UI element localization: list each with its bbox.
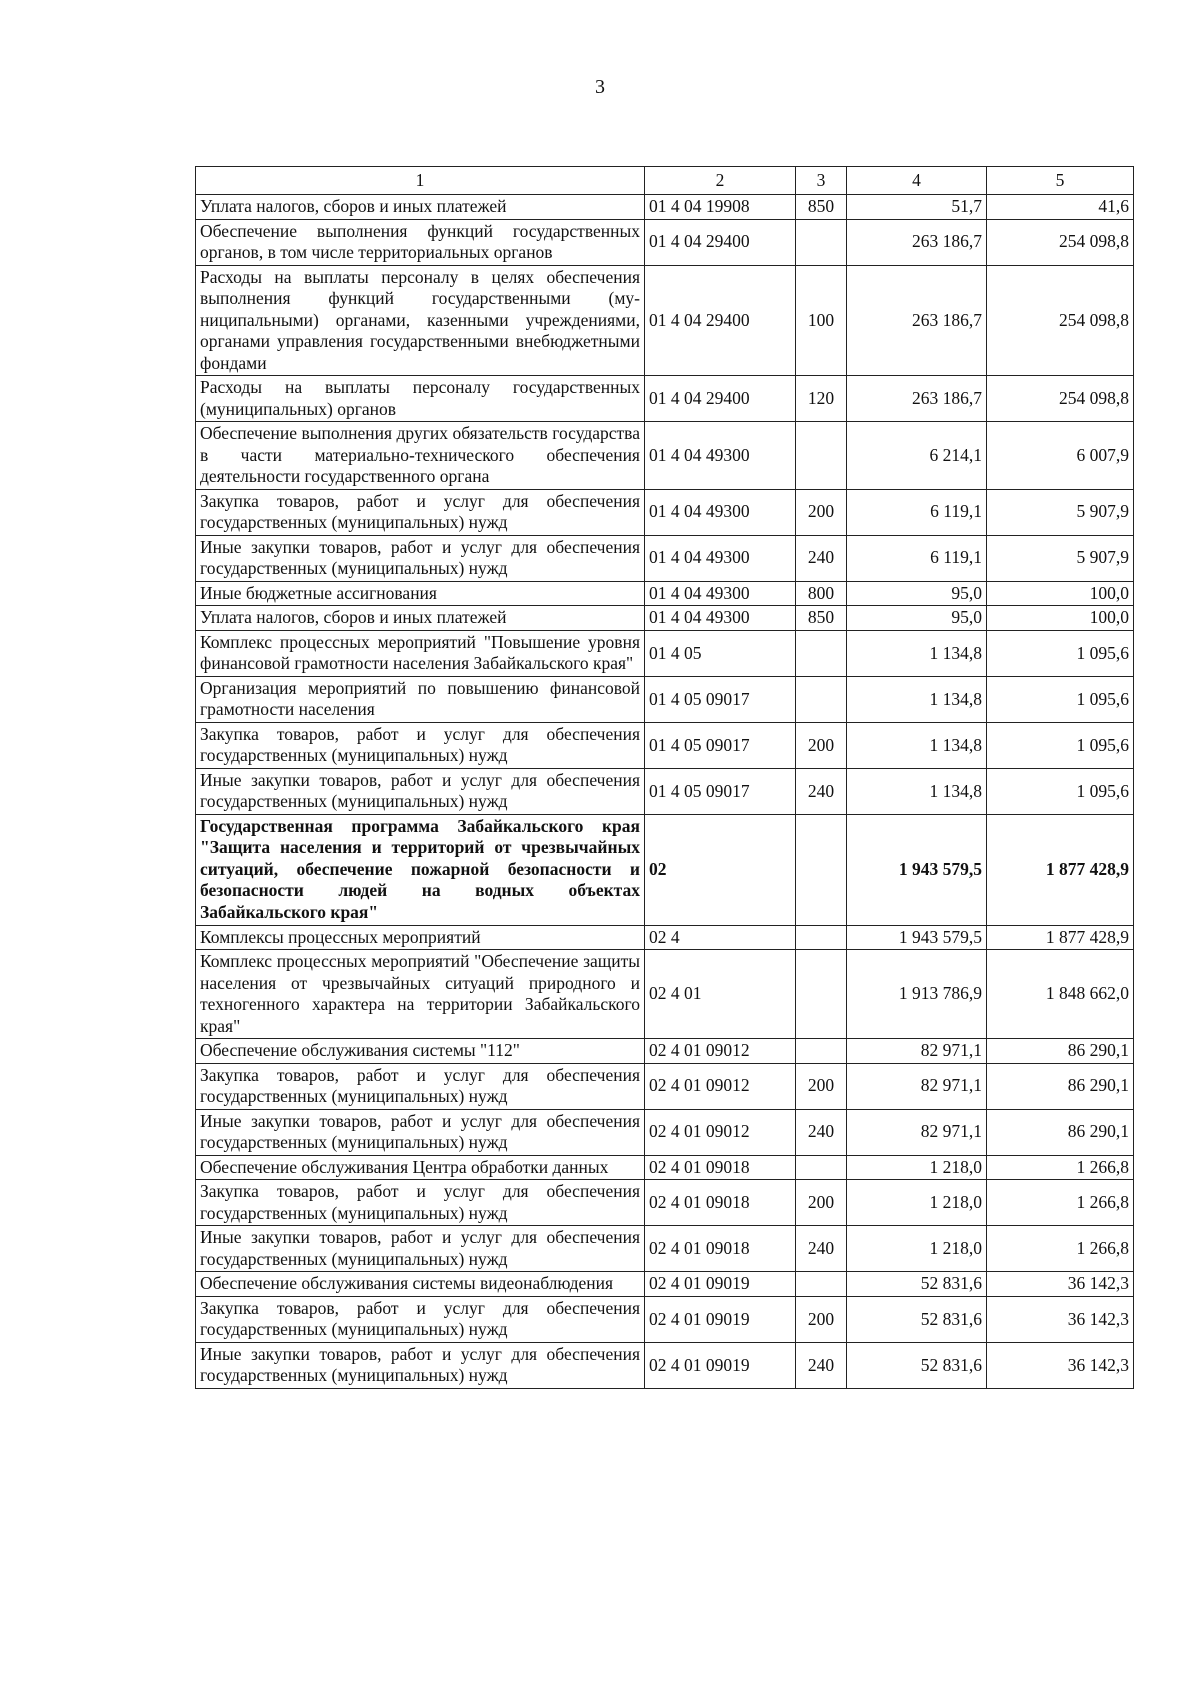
cell-name: Закупка товаров, работ и услуг для обеспечения государственных (муниципальных) нужд — [196, 1063, 645, 1109]
cell-value-1: 95,0 — [847, 606, 987, 631]
cell-expense-type: 100 — [796, 265, 847, 376]
cell-value-2: 1 266,8 — [987, 1226, 1134, 1272]
cell-value-2: 41,6 — [987, 195, 1134, 220]
table-row — [196, 1296, 1134, 1342]
header-col-4: 4 — [847, 167, 987, 195]
cell-code: 01 4 04 29400 — [645, 376, 796, 422]
cell-value-1: 6 214,1 — [847, 422, 987, 490]
cell-value-2: 5 907,9 — [987, 489, 1134, 535]
cell-value-1: 263 186,7 — [847, 219, 987, 265]
cell-expense-type: 200 — [796, 1180, 847, 1226]
table-row — [196, 676, 1134, 722]
cell-expense-type — [796, 814, 847, 925]
cell-code: 02 4 01 09012 — [645, 1039, 796, 1064]
cell-expense-type: 240 — [796, 768, 847, 814]
cell-name: Закупка товаров, работ и услуг для обеспечения государственных (муниципальных) нужд — [196, 1180, 645, 1226]
cell-name: Государственная программа Забайкальского края "Защита населения и территорий от чрезвычайных ситуаций, обеспечение пожарной безопасности и безопасности людей на водных объектах Забайкальского края" — [196, 814, 645, 925]
cell-value-2: 1 877 428,9 — [987, 814, 1134, 925]
table-row — [196, 1155, 1134, 1180]
cell-code: 01 4 04 49300 — [645, 606, 796, 631]
header-col-3: 3 — [796, 167, 847, 195]
cell-value-2: 1 095,6 — [987, 630, 1134, 676]
cell-name: Иные закупки товаров, работ и услуг для обеспечения государственных (муниципальных) нужд — [196, 1342, 645, 1388]
cell-name: Комплекс процессных мероприятий "Повышение уровня финансовой грамотности населения Забайкальского края" — [196, 630, 645, 676]
cell-expense-type — [796, 676, 847, 722]
cell-code: 01 4 04 29400 — [645, 219, 796, 265]
cell-value-1: 82 971,1 — [847, 1063, 987, 1109]
table-header-row — [196, 167, 1134, 195]
cell-code: 02 4 01 09019 — [645, 1296, 796, 1342]
cell-value-2: 36 142,3 — [987, 1342, 1134, 1388]
cell-name: Расходы на выплаты персоналу государственных (муниципальных) органов — [196, 376, 645, 422]
cell-value-1: 1 943 579,5 — [847, 814, 987, 925]
cell-name: Обеспечение обслуживания системы "112" — [196, 1039, 645, 1064]
cell-code: 01 4 05 09017 — [645, 722, 796, 768]
table-row — [196, 489, 1134, 535]
cell-value-2: 254 098,8 — [987, 376, 1134, 422]
cell-value-2: 6 007,9 — [987, 422, 1134, 490]
table-body — [196, 195, 1134, 1389]
cell-code: 01 4 05 — [645, 630, 796, 676]
cell-value-2: 36 142,3 — [987, 1272, 1134, 1297]
cell-code: 01 4 04 49300 — [645, 489, 796, 535]
cell-name: Иные закупки товаров, работ и услуг для обеспечения государственных (муниципальных) нужд — [196, 1226, 645, 1272]
cell-name: Обеспечение выполнения других обязательств государства в части материально-технического обеспечения деятельности государственного органа — [196, 422, 645, 490]
cell-code: 02 4 — [645, 925, 796, 950]
cell-name: Иные закупки товаров, работ и услуг для обеспечения государственных (муниципальных) нужд — [196, 768, 645, 814]
cell-expense-type: 200 — [796, 489, 847, 535]
cell-expense-type: 240 — [796, 1342, 847, 1388]
cell-value-2: 86 290,1 — [987, 1063, 1134, 1109]
cell-expense-type — [796, 630, 847, 676]
table-row — [196, 768, 1134, 814]
cell-value-1: 1 218,0 — [847, 1226, 987, 1272]
cell-expense-type: 850 — [796, 606, 847, 631]
cell-expense-type: 240 — [796, 535, 847, 581]
cell-value-1: 6 119,1 — [847, 535, 987, 581]
cell-name: Закупка товаров, работ и услуг для обеспечения государственных (муниципальных) нужд — [196, 1296, 645, 1342]
cell-name: Иные закупки товаров, работ и услуг для обеспечения государственных (муниципальных) нужд — [196, 535, 645, 581]
cell-value-1: 82 971,1 — [847, 1109, 987, 1155]
cell-name: Организация мероприятий по повышению финансовой грамотности населения — [196, 676, 645, 722]
cell-value-2: 86 290,1 — [987, 1039, 1134, 1064]
table-row — [196, 1226, 1134, 1272]
cell-name: Комплекс процессных мероприятий "Обеспечение защиты населения от чрезвычайных ситуаций природного и техногенного характера на территории Забайкальского края" — [196, 950, 645, 1039]
cell-code: 02 4 01 09012 — [645, 1063, 796, 1109]
cell-value-1: 1 134,8 — [847, 676, 987, 722]
cell-expense-type: 120 — [796, 376, 847, 422]
cell-value-2: 1 095,6 — [987, 768, 1134, 814]
table-row — [196, 422, 1134, 490]
cell-value-2: 5 907,9 — [987, 535, 1134, 581]
cell-value-2: 254 098,8 — [987, 265, 1134, 376]
cell-value-2: 1 266,8 — [987, 1155, 1134, 1180]
cell-expense-type — [796, 950, 847, 1039]
cell-value-1: 6 119,1 — [847, 489, 987, 535]
cell-name: Закупка товаров, работ и услуг для обеспечения государственных (муниципальных) нужд — [196, 722, 645, 768]
cell-value-1: 51,7 — [847, 195, 987, 220]
cell-code: 02 4 01 09018 — [645, 1226, 796, 1272]
table-row — [196, 265, 1134, 376]
table-row — [196, 1039, 1134, 1064]
cell-value-1: 95,0 — [847, 581, 987, 606]
table-row — [196, 1272, 1134, 1297]
page-number: 3 — [595, 76, 605, 98]
cell-value-1: 1 218,0 — [847, 1155, 987, 1180]
table-row — [196, 195, 1134, 220]
cell-value-2: 100,0 — [987, 606, 1134, 631]
table-row — [196, 950, 1134, 1039]
table-row — [196, 1180, 1134, 1226]
cell-value-1: 52 831,6 — [847, 1272, 987, 1297]
cell-value-1: 263 186,7 — [847, 376, 987, 422]
table-row — [196, 722, 1134, 768]
cell-value-2: 86 290,1 — [987, 1109, 1134, 1155]
cell-value-1: 263 186,7 — [847, 265, 987, 376]
header-col-2: 2 — [645, 167, 796, 195]
cell-name: Обеспечение обслуживания Центра обработки данных — [196, 1155, 645, 1180]
cell-code: 02 4 01 09012 — [645, 1109, 796, 1155]
table-row — [196, 581, 1134, 606]
cell-expense-type — [796, 1155, 847, 1180]
header-col-5: 5 — [987, 167, 1134, 195]
cell-name: Закупка товаров, работ и услуг для обеспечения государственных (муниципальных) нужд — [196, 489, 645, 535]
cell-name: Уплата налогов, сборов и иных платежей — [196, 606, 645, 631]
cell-code: 02 4 01 — [645, 950, 796, 1039]
cell-value-2: 1 266,8 — [987, 1180, 1134, 1226]
cell-name: Обеспечение обслуживания системы видеонаблюдения — [196, 1272, 645, 1297]
cell-expense-type: 850 — [796, 195, 847, 220]
cell-code: 02 4 01 09019 — [645, 1272, 796, 1297]
cell-expense-type — [796, 422, 847, 490]
cell-expense-type: 240 — [796, 1109, 847, 1155]
table-row — [196, 219, 1134, 265]
cell-name: Обеспечение выполнения функций государственных органов, в том числе территориальных органов — [196, 219, 645, 265]
cell-value-1: 52 831,6 — [847, 1296, 987, 1342]
table-row — [196, 606, 1134, 631]
cell-value-1: 1 134,8 — [847, 630, 987, 676]
table-row — [196, 1063, 1134, 1109]
cell-code: 02 4 01 09019 — [645, 1342, 796, 1388]
cell-code: 02 4 01 09018 — [645, 1155, 796, 1180]
cell-value-2: 1 095,6 — [987, 676, 1134, 722]
cell-value-1: 52 831,6 — [847, 1342, 987, 1388]
cell-code: 01 4 05 09017 — [645, 768, 796, 814]
table-row — [196, 376, 1134, 422]
cell-expense-type — [796, 1272, 847, 1297]
cell-expense-type: 800 — [796, 581, 847, 606]
table-row — [196, 535, 1134, 581]
cell-value-1: 1 943 579,5 — [847, 925, 987, 950]
cell-expense-type — [796, 925, 847, 950]
cell-name: Расходы на выплаты персоналу в целях обеспечения выполнения функций государственными (муниципальными) органами, казенными учреждениями, органами управления государственными внебюджетными фондами — [196, 265, 645, 376]
cell-code: 01 4 05 09017 — [645, 676, 796, 722]
cell-name: Иные закупки товаров, работ и услуг для обеспечения государственных (муниципальных) нужд — [196, 1109, 645, 1155]
cell-code: 01 4 04 29400 — [645, 265, 796, 376]
cell-code: 01 4 04 49300 — [645, 422, 796, 490]
cell-value-2: 1 095,6 — [987, 722, 1134, 768]
cell-value-1: 1 218,0 — [847, 1180, 987, 1226]
cell-expense-type — [796, 1039, 847, 1064]
table-row — [196, 630, 1134, 676]
cell-expense-type: 200 — [796, 1063, 847, 1109]
cell-expense-type: 200 — [796, 722, 847, 768]
table-row — [196, 814, 1134, 925]
cell-code: 01 4 04 49300 — [645, 535, 796, 581]
cell-code: 01 4 04 19908 — [645, 195, 796, 220]
cell-value-1: 1 134,8 — [847, 722, 987, 768]
cell-code: 02 4 01 09018 — [645, 1180, 796, 1226]
cell-value-2: 100,0 — [987, 581, 1134, 606]
cell-value-1: 1 134,8 — [847, 768, 987, 814]
cell-expense-type: 240 — [796, 1226, 847, 1272]
cell-value-2: 1 877 428,9 — [987, 925, 1134, 950]
budget-table — [195, 166, 1134, 1389]
cell-value-2: 1 848 662,0 — [987, 950, 1134, 1039]
cell-code: 02 — [645, 814, 796, 925]
header-col-1: 1 — [196, 167, 645, 195]
cell-value-1: 1 913 786,9 — [847, 950, 987, 1039]
cell-value-2: 36 142,3 — [987, 1296, 1134, 1342]
cell-name: Уплата налогов, сборов и иных платежей — [196, 195, 645, 220]
cell-expense-type — [796, 219, 847, 265]
cell-value-2: 254 098,8 — [987, 219, 1134, 265]
cell-expense-type: 200 — [796, 1296, 847, 1342]
cell-value-1: 82 971,1 — [847, 1039, 987, 1064]
cell-name: Иные бюджетные ассигнования — [196, 581, 645, 606]
cell-code: 01 4 04 49300 — [645, 581, 796, 606]
cell-name: Комплексы процессных мероприятий — [196, 925, 645, 950]
table-row — [196, 1342, 1134, 1388]
table-row — [196, 925, 1134, 950]
table-row — [196, 1109, 1134, 1155]
